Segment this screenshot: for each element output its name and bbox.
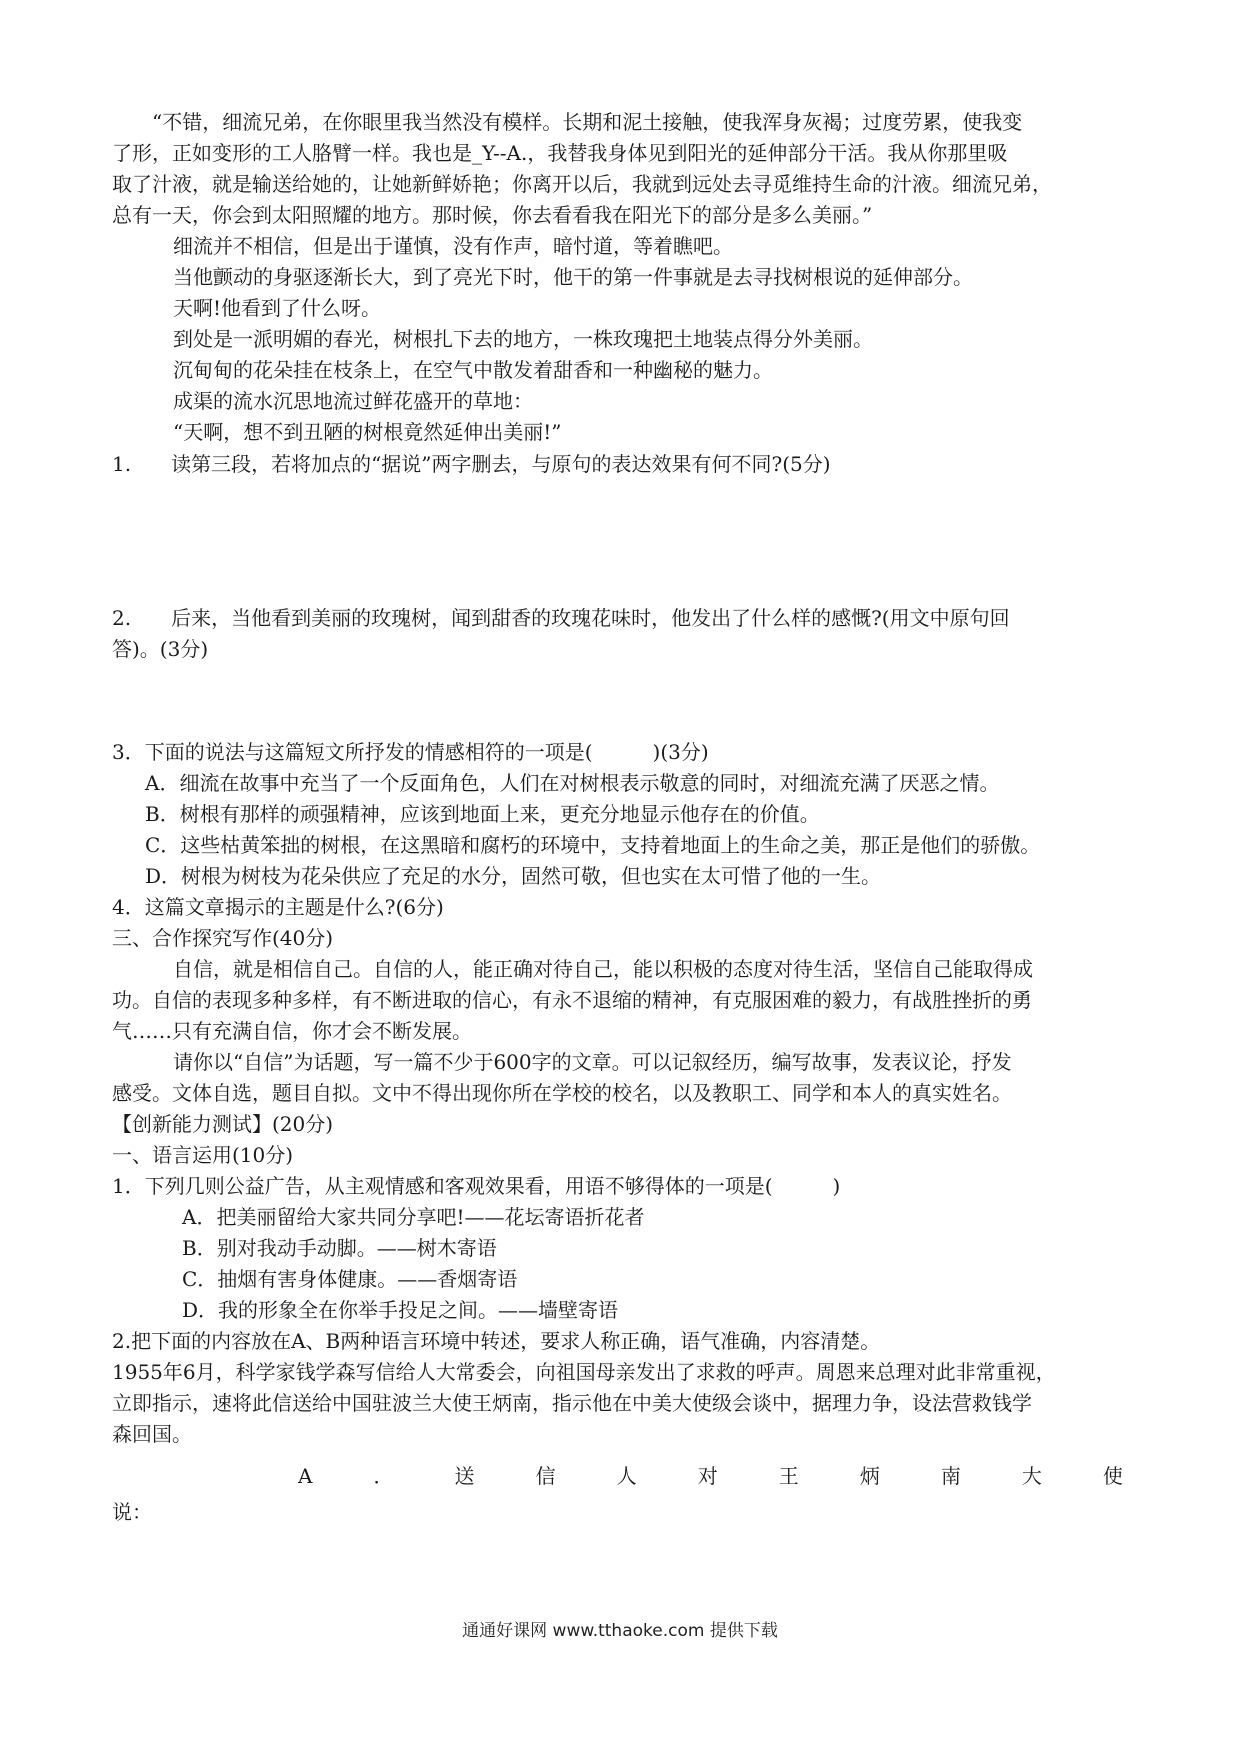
passage-line: “天啊，想不到丑陋的树根竟然延伸出美丽!” [173,420,562,444]
section-heading: 一、语言运用(10分) [112,1143,294,1167]
passage-line: 当他颤动的身驱逐渐长大，到了亮光下时，他干的第一件事就是去寻找树根说的延伸部分。 [173,265,973,289]
footer-source: 通通好课网 www.tthaoke.com 提供下载 [462,1621,778,1641]
spaced-char: A [298,1464,313,1488]
question-2-text: 森回国。 [112,1422,192,1446]
question-2: 2. 后来，当他看到美丽的玫瑰树，闻到甜香的玫瑰花味时，他发出了什么样的感慨?(用文中原句回 [112,606,1010,630]
question-4: 4．这篇文章揭示的主题是什么?(6分) [112,895,444,919]
writing-line: 自信，就是相信自己。自信的人，能正确对待自己，能以积极的态度对待生活，坚信自己能取得成 [173,957,1033,981]
passage-line: 天啊!他看到了什么呀。 [173,296,382,320]
spaced-char: 南 [940,1464,961,1488]
question-1: 1．下列几则公益广告，从主观情感和客观效果看，用语不够得体的一项是( ) [112,1174,841,1198]
section-heading: 【创新能力测试】(20分) [112,1112,334,1136]
question-3: 3．下面的说法与这篇短文所抒发的情感相符的一项是( )(3分) [112,740,709,764]
passage-line: 沉甸甸的花朵挂在枝条上，在空气中散发着甜香和一种幽秘的魅力。 [173,358,773,382]
spaced-char: 大 [1021,1464,1042,1488]
option-d: D．我的形象全在你举手投足之间。——墙壁寄语 [182,1298,619,1322]
spaced-char: ． [373,1464,394,1488]
question-2-text: 立即指示，速将此信送给中国驻波兰大使王炳南，指示他在中美大使级会谈中，据理力争，设法营救钱学 [112,1391,1032,1415]
context-a-line [298,1464,1123,1488]
passage-line: 成渠的流水沉思地流过鲜花盛开的草地： [173,389,533,413]
context-a-end: 说： [112,1500,152,1524]
spaced-char: 信 [535,1464,556,1488]
passage-line: 到处是一派明媚的春光，树根扎下去的地方，一株玫瑰把土地装点得分外美丽。 [173,327,873,351]
spaced-char: 使 [1102,1464,1123,1488]
passage-line: 总有一天，你会到太阳照耀的地方。那时候，你去看看我在阳光下的部分是多么美丽。” [112,203,873,227]
writing-line: 功。自信的表现多种多样，有不断进取的信心，有永不退缩的精神，有克服困难的毅力，有战胜挫折的勇 [112,988,1032,1012]
spaced-char: 王 [778,1464,799,1488]
writing-line: 请你以“自信”为话题，写一篇不少于600字的文章。可以记叙经历，编写故事，发表议论，抒发 [173,1050,1012,1074]
passage-line: 细流并不相信，但是出于谨慎，没有作声，暗忖道，等着瞧吧。 [173,234,733,258]
question-2-cont: 答)。(3分) [112,637,209,661]
spaced-char: 炳 [859,1464,880,1488]
option-a: A．把美丽留给大家共同分享吧!——花坛寄语折花者 [182,1205,645,1229]
question-2-text: 1955年6月，科学家钱学森写信给人大常委会，向祖国母亲发出了求救的呼声。周恩来总理对此非常重视， [112,1360,1056,1384]
question-2: 2.把下面的内容放在A、B两种语言环境中转述，要求人称正确，语气准确，内容清楚。 [112,1329,881,1353]
question-1: 1. 读第三段，若将加点的“据说”两字删去，与原句的表达效果有何不同?(5分) [112,452,831,476]
option-c: C．抽烟有害身体健康。——香烟寄语 [182,1267,518,1291]
spaced-char: 人 [616,1464,637,1488]
section-heading: 三、合作探究写作(40分) [112,926,334,950]
option-d: D．树根为树枝为花朵供应了充足的水分，固然可敬，但也实在太可惜了他的一生。 [145,864,882,888]
option-b: B．树根有那样的顽强精神，应该到地面上来，更充分地显示他存在的价值。 [145,802,820,826]
passage-line: 了形，正如变形的工人胳臂一样。我也是_Y--A.，我替我身体见到阳光的延伸部分干活。我从你那里吸 [112,141,1008,165]
spaced-char: 对 [697,1464,718,1488]
writing-line: 感受。文体自选，题目自拟。文中不得出现你所在学校的校名，以及教职工、同学和本人的真实姓名。 [112,1081,1012,1105]
spaced-char: 送 [454,1464,475,1488]
passage-line: 取了汁液，就是输送给她的，让她新鲜娇艳；你离开以后，我就到远处去寻觅维持生命的汁液。细流兄弟， [112,172,1052,196]
option-a: A．细流在故事中充当了一个反面角色，人们在对树根表示敬意的同时，对细流充满了厌恶之情。 [145,771,1000,795]
option-b: B．别对我动手动脚。——树木寄语 [182,1236,497,1260]
option-c: C．这些枯黄笨拙的树根，在这黑暗和腐朽的环境中，支持着地面上的生命之美，那正是他们的骄傲。 [145,833,1041,857]
writing-line: 气……只有充满自信，你才会不断发展。 [112,1019,472,1043]
passage-line: “不错，细流兄弟，在你眼里我当然没有模样。长期和泥土接触，使我浑身灰褐；过度劳累，使我变 [152,110,1023,134]
